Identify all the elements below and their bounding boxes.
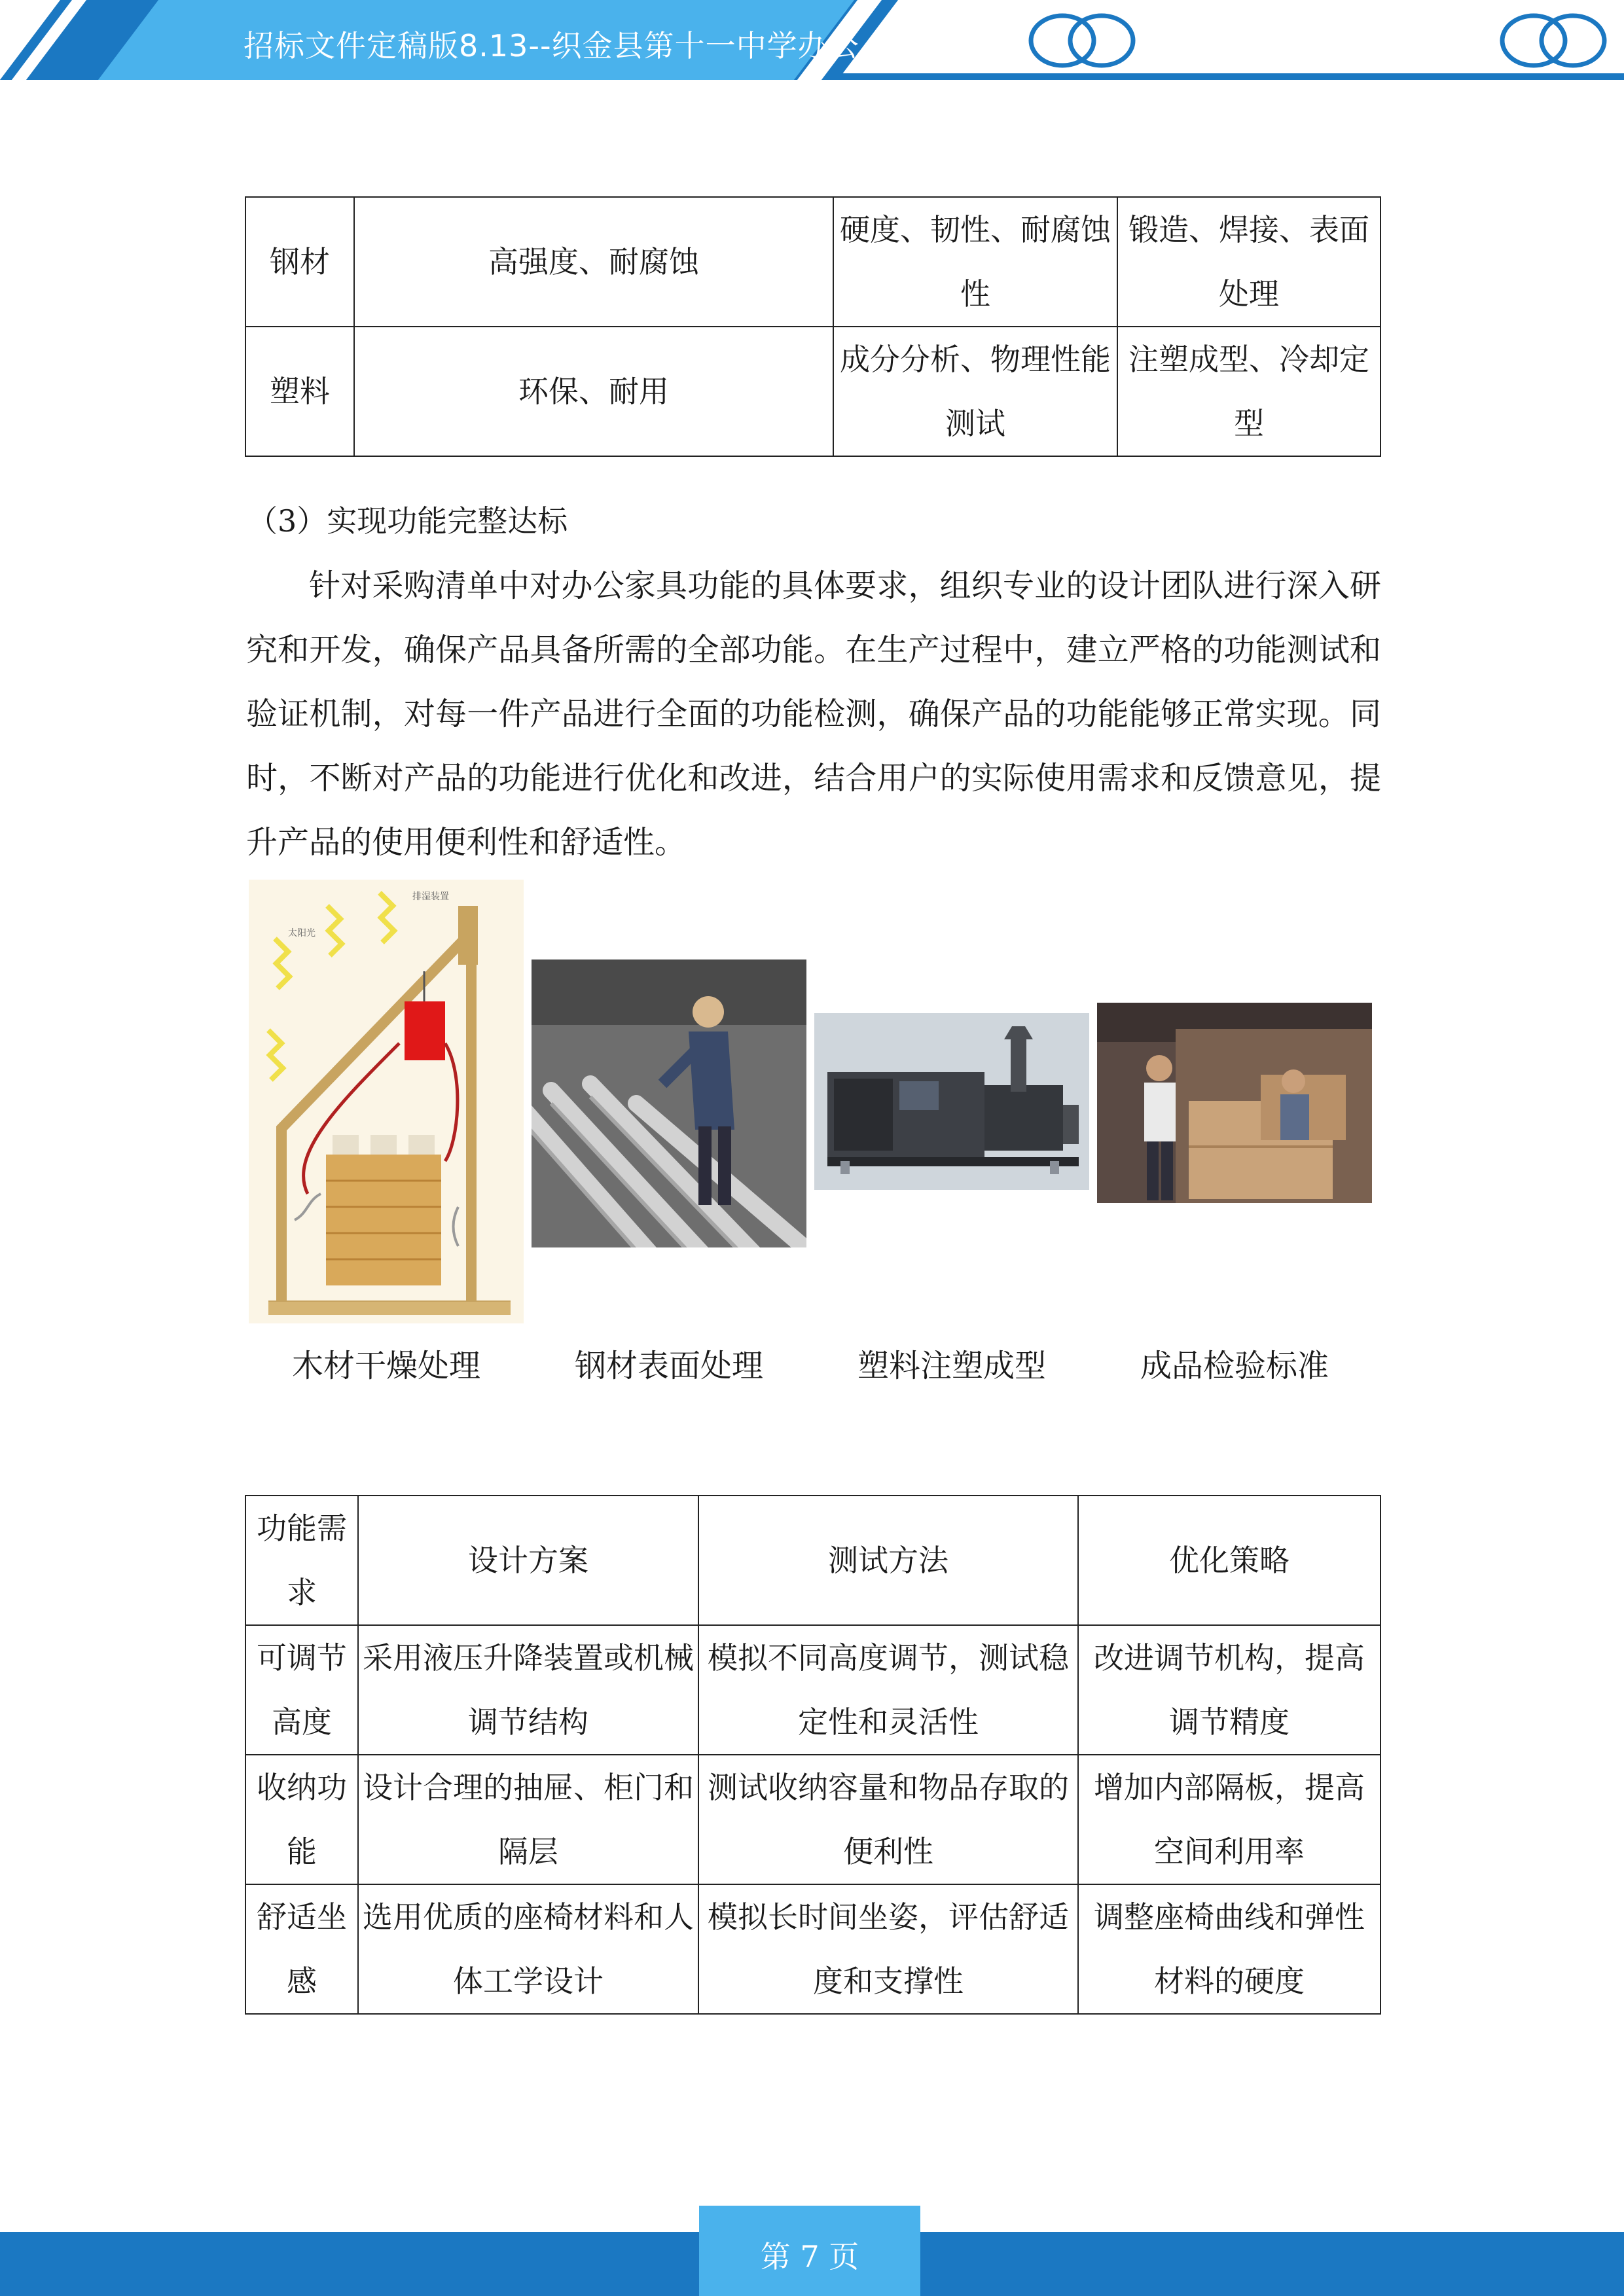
figure-caption: 钢材表面处理 bbox=[574, 1348, 763, 1384]
figure-caption: 成品检验标准 bbox=[1140, 1348, 1329, 1384]
table-cell: 锻造、焊接、表面处理 bbox=[1117, 197, 1380, 327]
injection-molding-photo bbox=[814, 1013, 1089, 1190]
page-number: 第 7 页 bbox=[760, 2239, 859, 2274]
table-cell: 测试收纳容量和物品存取的便利性 bbox=[698, 1755, 1078, 1884]
function-requirement-table bbox=[245, 1495, 1381, 2015]
table-cell: 改进调节机构，提高调节精度 bbox=[1078, 1625, 1380, 1755]
table-row bbox=[245, 197, 1380, 327]
section-paragraph: 针对采购清单中对办公家具功能的具体要求，组织专业的设计团队进行深入研究和开发，确保产品具备所需的全部功能。在生产过程中，建立严格的功能测试和验证机制，对每一件产品进行全面的功能检测，确保产品的功能能够正常实现。同时，不断对产品的功能进行优化和改进，结合用户的实际使用需求和反馈意见，提升产品的使用便利性和舒适性。 bbox=[246, 567, 1381, 861]
wood-drying-diagram bbox=[249, 880, 524, 1323]
table-cell: 增加内部隔板，提高空间利用率 bbox=[1078, 1755, 1380, 1884]
inspection-photo bbox=[1097, 1003, 1372, 1203]
page-header bbox=[0, 0, 1624, 85]
table-cell: 调整座椅曲线和弹性材料的硬度 bbox=[1078, 1884, 1380, 2014]
table-row bbox=[245, 1884, 1380, 2014]
figure-caption: 木材干燥处理 bbox=[291, 1348, 480, 1384]
section-subtitle: （3）实现功能完整达标 bbox=[247, 503, 568, 539]
table-header-cell: 优化策略 bbox=[1078, 1496, 1380, 1625]
table-cell: 模拟长时间坐姿，评估舒适度和支撑性 bbox=[698, 1884, 1078, 2014]
table-cell: 高强度、耐腐蚀 bbox=[354, 197, 833, 327]
table-row bbox=[245, 1755, 1380, 1884]
table-cell: 采用液压升降装置或机械调节结构 bbox=[358, 1625, 698, 1755]
table-cell: 注塑成型、冷却定型 bbox=[1117, 327, 1380, 456]
header-logo-left-icon bbox=[1031, 16, 1133, 65]
table-cell: 环保、耐用 bbox=[354, 327, 833, 456]
table-cell: 钢材 bbox=[245, 197, 354, 327]
table-cell: 硬度、韧性、耐腐蚀性 bbox=[833, 197, 1117, 327]
figure-caption: 塑料注塑成型 bbox=[857, 1348, 1046, 1384]
table-cell: 塑料 bbox=[245, 327, 354, 456]
table-cell: 模拟不同高度调节，测试稳定性和灵活性 bbox=[698, 1625, 1078, 1755]
table-row bbox=[245, 1625, 1380, 1755]
table-cell: 舒适坐感 bbox=[245, 1884, 358, 2014]
steel-treatment-photo bbox=[532, 960, 806, 1247]
diagram-label: 排湿装置 bbox=[412, 891, 449, 902]
table-header-row bbox=[245, 1496, 1380, 1625]
table-cell: 成分分析、物理性能测试 bbox=[833, 327, 1117, 456]
table-cell: 可调节高度 bbox=[245, 1625, 358, 1755]
table-header-cell: 功能需求 bbox=[245, 1496, 358, 1625]
table-cell: 设计合理的抽屉、柜门和隔层 bbox=[358, 1755, 698, 1884]
table-row bbox=[245, 327, 1380, 456]
table-cell: 收纳功能 bbox=[245, 1755, 358, 1884]
table-header-cell: 设计方案 bbox=[358, 1496, 698, 1625]
table-header-cell: 测试方法 bbox=[698, 1496, 1078, 1625]
table-cell: 选用优质的座椅材料和人体工学设计 bbox=[358, 1884, 698, 2014]
diagram-label: 太阳光 bbox=[288, 928, 316, 939]
material-table bbox=[245, 196, 1381, 457]
header-logo-right-icon bbox=[1502, 16, 1604, 65]
document-title: 招标文件定稿版8.13--织金县第十一中学办公... bbox=[244, 28, 890, 63]
